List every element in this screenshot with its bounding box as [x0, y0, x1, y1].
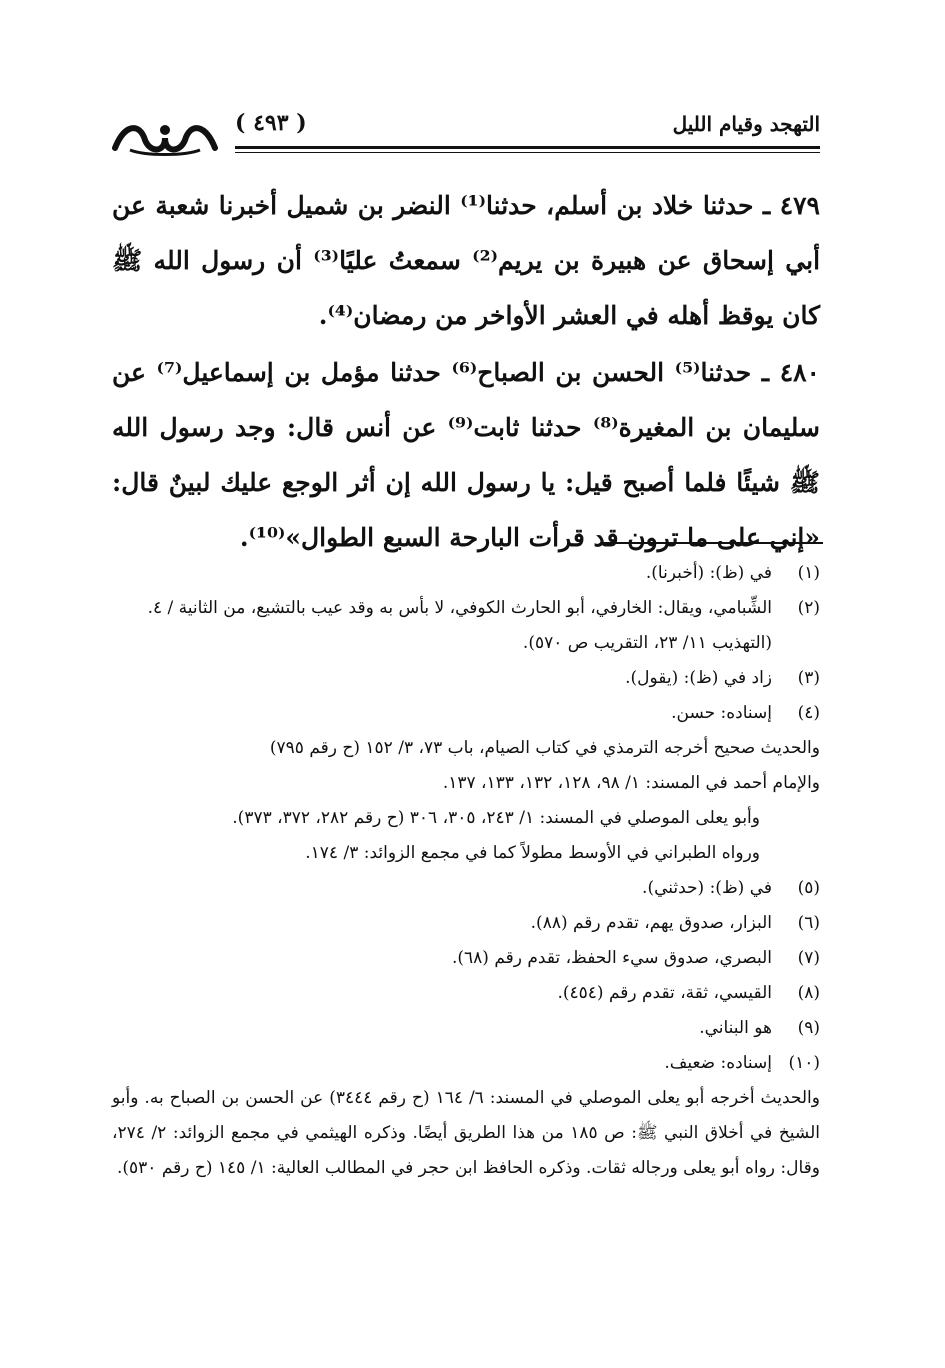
footnote-4-line: والحديث صحيح أخرجه الترمذي في كتاب الصيام، باب ٧٣، ٣/ ١٥٢ (ح رقم ٧٩٥) [269, 738, 820, 758]
footnote-4-line: ورواه الطبراني في الأوسط مطولاً كما في مجمع الزوائد: ٣/ ١٧٤. [305, 843, 760, 863]
header-rule-thin [235, 152, 820, 153]
ornament-icon [110, 118, 220, 158]
footnote-10 [112, 1046, 820, 1081]
footnote-text: إسناده: حسن. [671, 703, 772, 723]
hadith-480-end: ⁽¹⁰⁾. [239, 523, 286, 552]
footnote-4 [112, 696, 820, 731]
footnote-4-line: وأبو يعلى الموصلي في المسند: ١/ ٢٤٣، ٣٠٥، ٣٠٦ (ح رقم ٢٨٢، ٣٧٢، ٣٧٣). [232, 808, 760, 828]
footnote-3 [112, 661, 820, 696]
footnote-text: البصري، صدوق سيء الحفظ، تقدم رقم (٦٨). [451, 948, 772, 968]
footnote-marker: (٣) [797, 668, 820, 688]
page-number: ( ٤٩٣ ) [235, 110, 307, 136]
footnote-9 [112, 1011, 820, 1046]
footnote-text: البزار، صدوق يهم، تقدم رقم (٨٨). [530, 913, 772, 933]
footnote-4-line: والإمام أحمد في المسند: ١/ ٩٨، ١٢٨، ١٣٢، ١٣٣، ١٣٧. [442, 773, 820, 793]
footnote-1 [112, 556, 820, 591]
hadith-480-quote: «إني على ما ترون قد قرأت البارحة السبع الطوال» [285, 523, 820, 552]
footnote-marker: (٦) [797, 913, 820, 933]
footnote-separator [601, 542, 823, 544]
footnote-marker: (٥) [797, 878, 820, 898]
footnote-marker: (١٠) [788, 1053, 820, 1073]
running-title: التهجد وقيام الليل [672, 112, 820, 136]
footnote-10-block: والحديث أخرجه أبو يعلى الموصلي في المسند: ٦/ ١٦٤ (ح رقم ٣٤٤٤) عن الحسن بن الصباح به. وأبو الشيخ في أخلاق النبي ﷺ: ص ١٨٥ من هذا الطريق أيضًا. وذكره الهيثمي في مجمع الزوائد: ٢/ ٢٧٤، وقال: رواه أبو يعلى ورجاله ثقات. وذكره الحافظ ابن حجر في المطالب العالية: ١/ ١٤٥ (ح رقم ٥٣٠). [112, 1088, 820, 1178]
hadith-480 [112, 345, 820, 565]
header-rule-thick [235, 146, 820, 149]
page-header [110, 112, 820, 162]
footnote-2-cont: (التهذيب ١١/ ٢٣، التقريب ص ٥٧٠). [522, 633, 772, 653]
footnote-text: إسناده: ضعيف. [664, 1053, 772, 1073]
footnote-6 [112, 906, 820, 941]
hadith-479: ٤٧٩ ـ حدثنا خلاد بن أسلم، حدثنا⁽¹⁾ النضر بن شميل أخبرنا شعبة عن أبي إسحاق عن هبيرة بن يريم⁽²⁾ سمعتُ عليًا⁽³⁾ أن رسول الله ﷺ كان يوقظ أهله في العشر الأواخر من رمضان⁽⁴⁾. [112, 191, 821, 330]
hadith-480-text: ٤٨٠ ـ حدثنا⁽⁵⁾ الحسن بن الصباح⁽⁶⁾ حدثنا مؤمل بن إسماعيل⁽⁷⁾ عن سليمان بن المغيرة⁽⁸⁾ حدثنا ثابت⁽⁹⁾ عن أنس قال: وجد رسول الله ﷺ شيئًا فلما أصبح قيل: يا رسول الله إن أثر الوجع عليك لبينٌ قال: [112, 358, 821, 497]
footnote-marker: (٨) [797, 983, 820, 1003]
footnote-text: زاد في (ظ): (يقول). [625, 668, 772, 688]
footnote-7 [112, 941, 820, 976]
footnote-marker: (٧) [797, 948, 820, 968]
footnote-marker: (٢) [797, 598, 820, 618]
footnote-text: الشِّبامي، ويقال: الخارفي، أبو الحارث الكوفي، لا بأس به وقد عيب بالتشيع، من الثانية / ٤. [147, 598, 772, 618]
footnote-text: هو البناني. [699, 1018, 772, 1038]
main-text [112, 178, 820, 565]
footnote-text: القيسي، ثقة، تقدم رقم (٤٥٤). [557, 983, 772, 1003]
footnote-5 [112, 871, 820, 906]
footnote-8 [112, 976, 820, 1011]
footnote-text: في (ظ): (أخبرنا). [645, 563, 772, 583]
footnote-marker: (٩) [797, 1018, 820, 1038]
footnote-marker: (١) [797, 563, 820, 583]
footnote-text: في (ظ): (حدثني). [642, 878, 772, 898]
footnotes [112, 556, 820, 1186]
footnote-2 [112, 591, 820, 626]
footnote-marker: (٤) [797, 703, 820, 723]
